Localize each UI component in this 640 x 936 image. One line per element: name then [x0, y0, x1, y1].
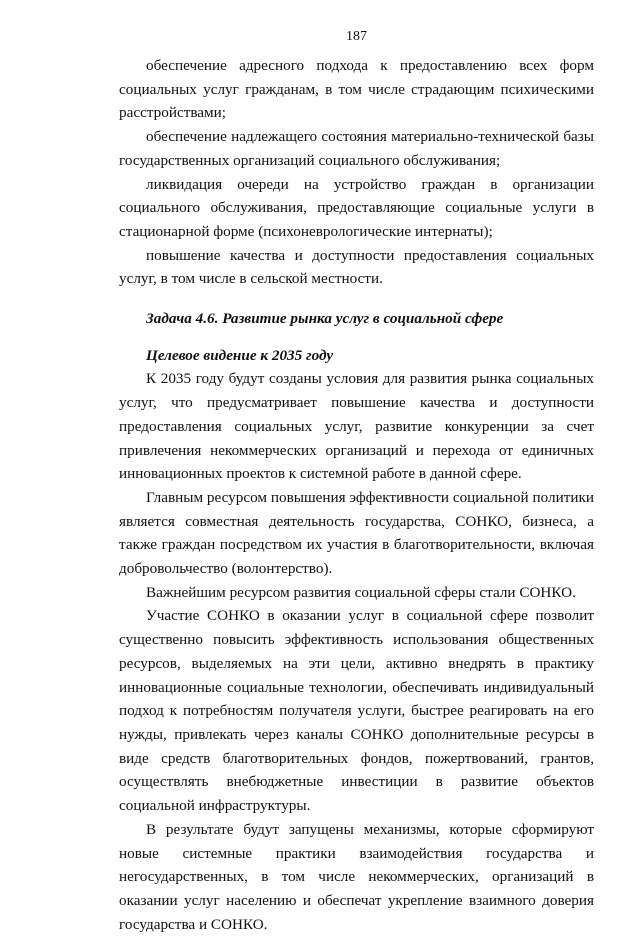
page-number: 187	[346, 29, 367, 44]
body-paragraph: К 2035 году будут созданы условия для развития рынка социальных услуг, что предусматривает повышение качества и доступности предоставления социальных услуг, развитие конкуренции за счет привлечения некоммерческих организаций и перехода от единичных инновационных проектов к системной работе в данной сфере.	[119, 370, 594, 483]
body-paragraph: В результате будут запущены механизмы, которые сформируют новые системные практики взаимодействия государства и негосударственных, в том числе некоммерческих, организаций в оказании услуг населению и обеспечат укрепление взаимного доверия государства и СОНКО.	[119, 820, 594, 933]
body-paragraph: Главным ресурсом повышения эффективности социальной политики является совместная деятельность государства, СОНКО, бизнеса, а также граждан посредством их участия в благотворительности, включая добровольчество (волонтерство).	[119, 488, 594, 578]
list-item: повышение качества и доступности предоставления социальных услуг, в том числе в сельской местности.	[119, 246, 594, 288]
list-item: ликвидация очереди на устройство граждан в организации социального обслуживания, предоставляющие социальные услуги в стационарной форме (психоневрологические интернаты);	[119, 175, 594, 240]
list-item: обеспечение надлежащего состояния материально-технической базы государственных организаций социального обслуживания;	[119, 128, 594, 169]
list-item: обеспечение адресного подхода к предоставлению всех форм социальных услуг гражданам, в том числе страдающим психическими расстройствами;	[119, 57, 594, 122]
body-paragraph: Участие СОНКО в оказании услуг в социальной сфере позволит существенно повысить эффективность использования общественных ресурсов, выделяемых на эти цели, активно внедрять в практику инновационные социальные технологии, обеспечивать индивидуальный подход к потребностям получателя услуги, быстрее реагировать на его нужды, привлекать через каналы СОНКО дополнительные ресурсы в виде средств благотворительных фондов, пожертвований, грантов, осуществлять внебюджетные инвестиции в развитие объектов социальной инфраструктуры.	[119, 607, 594, 815]
task-heading: Задача 4.6. Развитие рынка услуг в социальной сфере	[146, 310, 504, 328]
document-page	[119, 28, 594, 936]
body-paragraph: Важнейшим ресурсом развития социальной сферы стали СОНКО.	[146, 583, 576, 601]
vision-heading: Целевое видение к 2035 году	[146, 346, 334, 364]
